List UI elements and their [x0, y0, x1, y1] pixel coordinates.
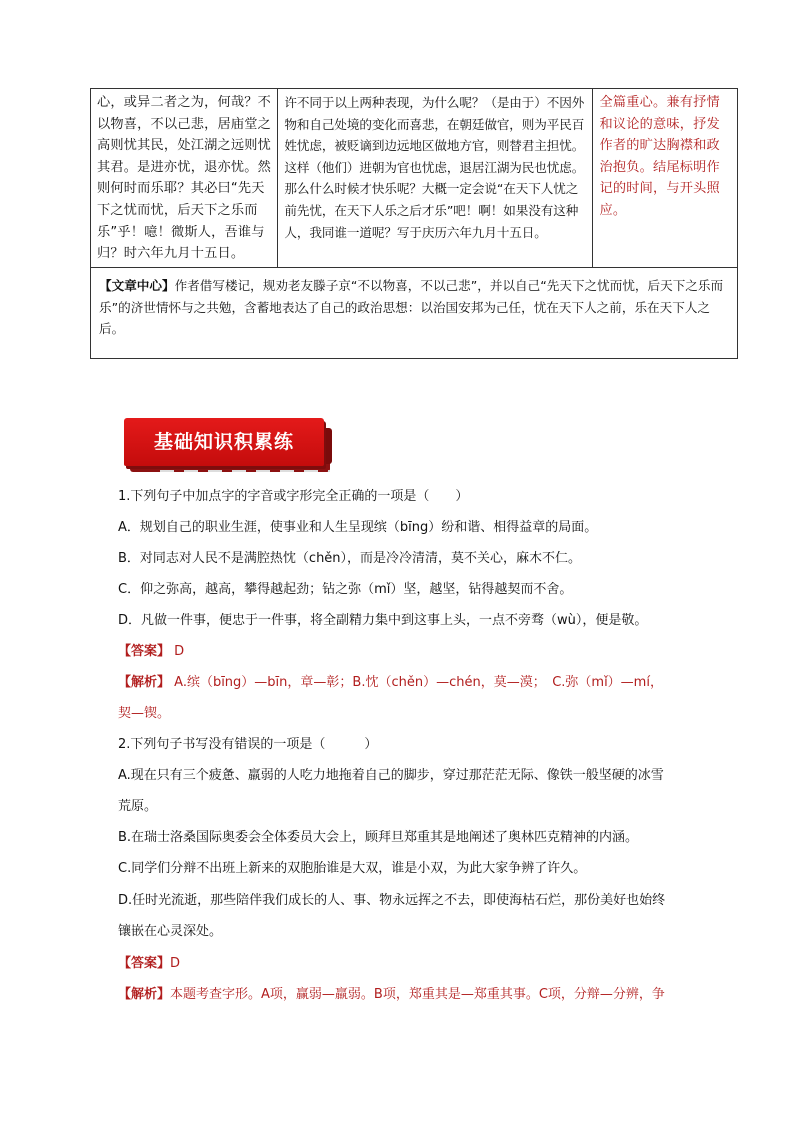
commentary-cell: 全篇重心。兼有抒情和议论的意味，抒发作者的旷达胸襟和政治抱负。结尾标明作记的时间，与开头照应。: [592, 89, 737, 267]
question-2-option-d-cont: 镶嵌在心灵深处。: [118, 924, 223, 939]
section-banner: [124, 418, 332, 468]
question-2-option-c: C.同学们分辩不出班上新来的双胞胎谁是大双，谁是小双，为此大家争辨了许久。: [118, 861, 587, 876]
analysis-text: 本题考查字形。A项，赢弱—羸弱。B项，郑重其是—郑重其事。C项，分辩—分辨，争: [170, 987, 665, 1002]
table-row: [91, 89, 737, 268]
original-text-cell: 心，或异二者之为，何哉？不以物喜，不以己悲，居庙堂之高则忧其民，处江湖之远则忧其君。是进亦忧，退亦忧。然则何时而乐耶？其必曰“先天下之忧而忧，后天下之乐而乐”乎！噫！微斯人，吾谁与归？时六年九月十五日。: [97, 95, 272, 262]
banner-divider: [160, 470, 330, 472]
question-1-option-b: B．对同志对人民不是满腔热忱（chěn），而是冷冷清清，莫不关心，麻木不仁。: [118, 551, 582, 566]
question-1-analysis-cont: 契—锲。: [118, 706, 171, 721]
question-1-answer: [118, 642, 184, 662]
banner-title: 基础知识积累练: [153, 431, 294, 453]
summary-text: 作者借写楼记，规劝老友滕子京“不以物喜，不以己悲”，并以自己“先天下之忧而忧，后天下之乐而乐”的济世情怀与之共勉，含蓄地表达了自己的政治思想：以治国安邦为己任，忧在天下人之前，乐在天下人之后。: [99, 277, 724, 337]
question-2-analysis: [118, 985, 665, 1005]
translation-table: [90, 88, 738, 359]
banner-ribbon-tail: [324, 428, 332, 464]
question-1-option-a: A．规划自己的职业生涯，使事业和人生呈现缤（bīng）纷和谐、相得益章的局面。: [118, 520, 598, 535]
translation-cell: 许不同于以上两种表现，为什么呢？（是由于）不因外物和自己处境的变化而喜悲，在朝廷做官，则为平民百姓忧虑，被贬谪到边远地区做地方官，则替君主担忧。这样（他们）进朝为官也忧虑，退居江湖为民也忧虑。那么什么时候才快乐呢？大概一定会说“在天下人忧之前先忧，在天下人乐之后才乐”吧！啊！如果没有这种人，我同谁一道呢？写于庆历六年九月十五日。: [277, 89, 592, 267]
question-2-stem: 2.下列句子书写没有错误的一项是（ ）: [118, 737, 378, 752]
question-2-answer: [118, 954, 180, 974]
answer-value: D: [170, 644, 185, 659]
analysis-label: 【解析】: [118, 987, 171, 1002]
question-1-stem: 1.下列句子中加点字的字音或字形完全正确的一项是（ ）: [118, 489, 469, 504]
question-2-option-a: A.现在只有三个疲惫、羸弱的人吃力地拖着自己的脚步，穿过那茫茫无际、像铁一般坚硬的冰雪: [118, 768, 664, 783]
question-1-option-c: C．仰之弥高，越高，攀得越起劲；钻之弥（mǐ）坚，越坚，钻得越契而不舍。: [118, 582, 573, 597]
question-2-option-d: D.任时光流逝，那些陪伴我们成长的人、事、物永远挥之不去，即使海枯石烂，那份美好也始终: [118, 893, 666, 908]
analysis-text: A.缤（bīng）—bīn，章—彰；B.忱（chěn）—chén，莫—漠； C.弥（mǐ）—mí，: [170, 675, 663, 690]
answer-label: 【答案】: [118, 644, 171, 659]
analysis-label: 【解析】: [118, 675, 171, 690]
summary-tag: 【文章中心】: [99, 277, 175, 293]
answer-label: 【答案】: [118, 956, 171, 971]
article-summary: [91, 268, 737, 358]
question-1-analysis: [118, 673, 663, 693]
question-2-option-b: B.在瑞士洛桑国际奥委会全体委员大会上，顾拜旦郑重其是地阐述了奥林匹克精神的内涵。: [118, 830, 639, 845]
question-2-option-a-cont: 荒原。: [118, 799, 158, 814]
answer-value: D: [170, 956, 181, 971]
table-row: [91, 268, 737, 358]
question-1-option-d: D．凡做一件事，便忠于一件事，将全副精力集中到这事上头，一点不旁骛（wù），便是敬。: [118, 613, 648, 628]
